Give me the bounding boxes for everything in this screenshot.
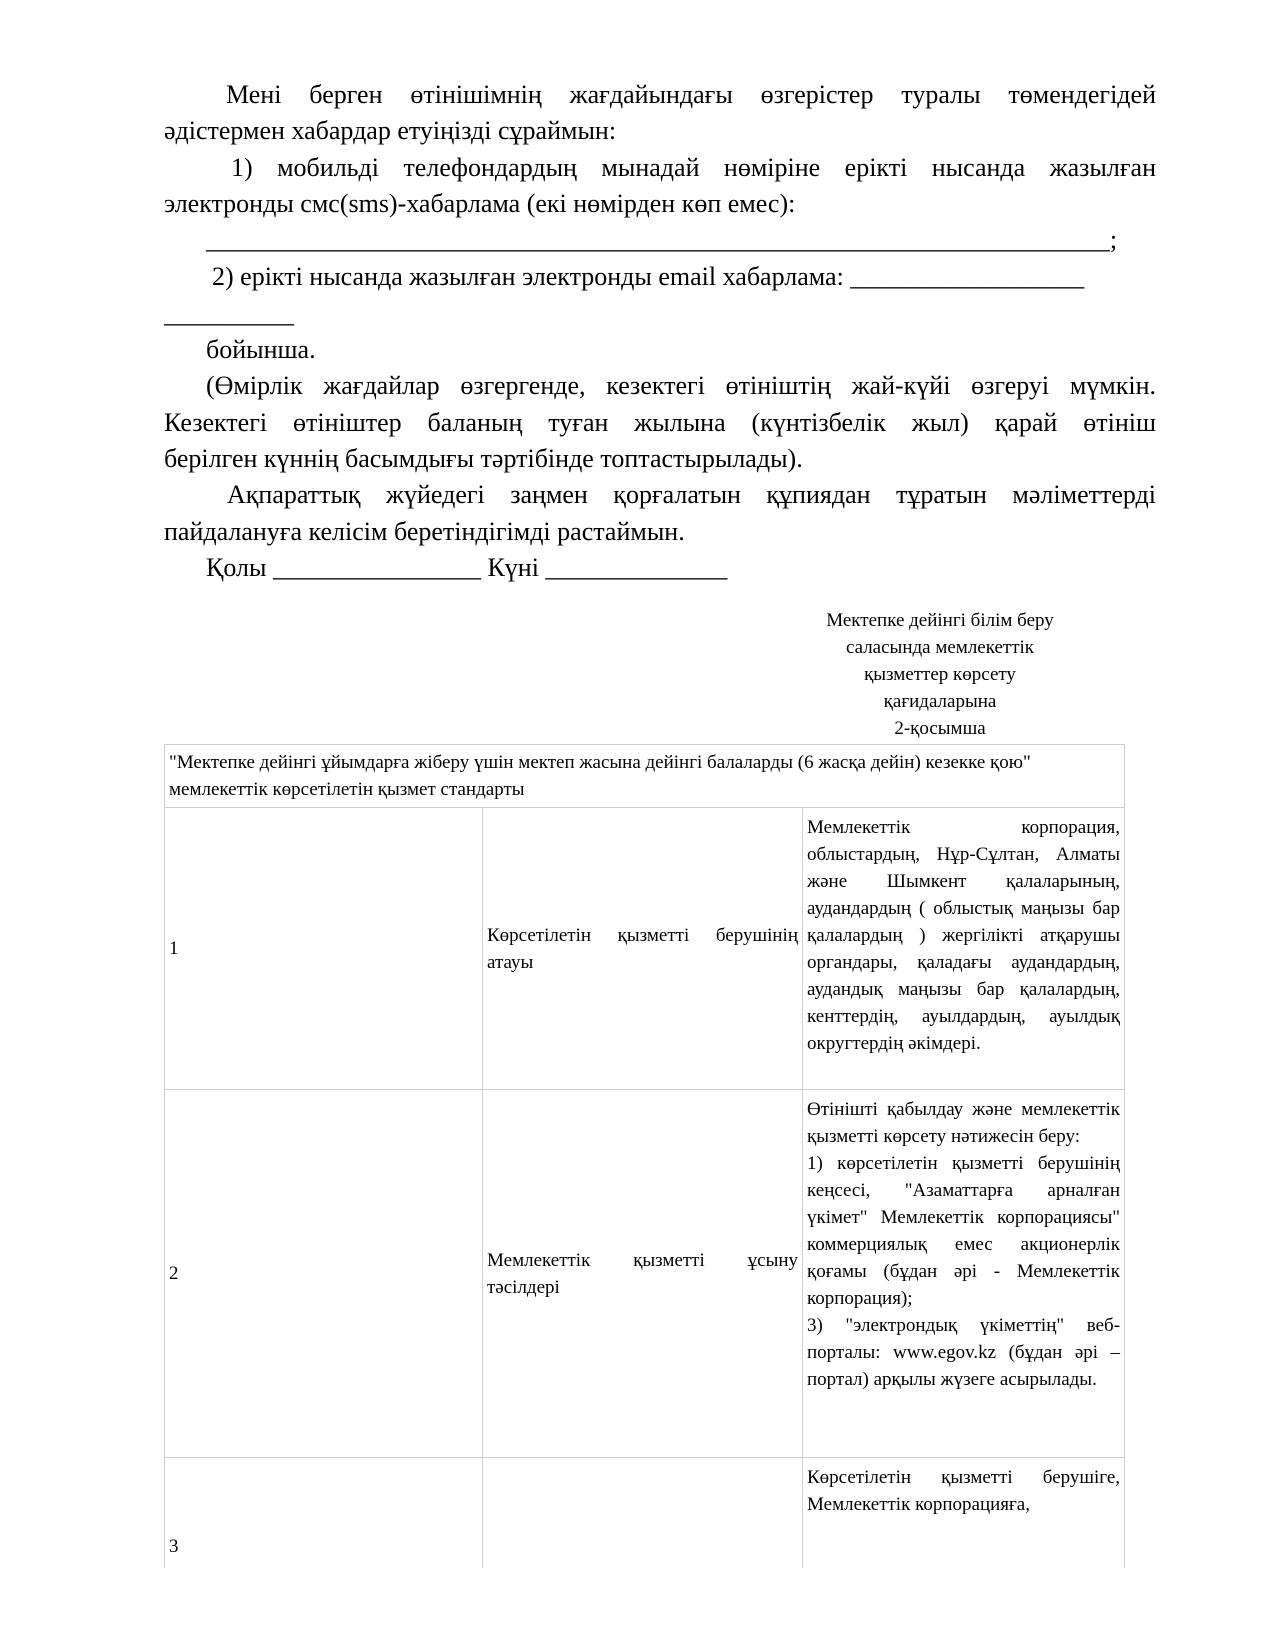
paragraph-line: пайдалануға келісім беретіндігімді растаймын. [164,517,685,546]
paragraph-email: 2) ерікті нысанда жазылған электронды email хабарлама: __________________ [212,262,1085,291]
row-value [803,1090,1125,1458]
caption-line: 2-қосымша [894,718,986,739]
row-number: 2 [165,1090,483,1458]
service-standard-table [164,744,1125,1568]
paragraph-line: берілген күннің басымдығы тәртібінде топтастырылады). [164,444,803,473]
value-line: 3) "электрондық үкіметтің" веб-порталы: www.egov.kz (бұдан әрі – портал) арқылы жүзеге асырылады. [807,1315,1121,1390]
appendix-caption [795,607,1085,742]
paragraph-sms [231,150,1156,186]
row-description: Көрсетілетін қызметті берушінің атауы [483,808,803,1090]
caption-line: қағидаларына [883,691,997,712]
table-title-row [165,745,1125,808]
row-value [803,808,1125,1090]
paragraph-line: (Өмірлік жағдайлар өзгергенде, кезектегі өтініштің жай-күйі өзгеруі мүмкін. [206,371,1156,400]
row-description [483,1458,803,1568]
caption-line: саласында мемлекеттік [845,637,1035,658]
paragraph-line: Ақпараттық жүйедегі заңмен қорғалатын құпиядан тұратын мәліметтерді [227,480,1156,509]
paragraph-line: Кезектегі өтініштер баланың туған жылына (күнтізбелік жыл) қарай өтініш [164,408,1156,437]
table-row [165,1090,1125,1458]
paragraph-note [206,368,1156,404]
paragraph-line: бойынша. [206,335,316,364]
paragraph-line: Мені берген өтінішімнің жағдайындағы өзгерістер туралы төмендегідей [226,80,1156,109]
row-number: 1 [165,808,483,1090]
table-row [165,808,1125,1090]
row-number: 3 [165,1458,483,1568]
sms-number-blank: _____________________________________________________________________; [206,225,1118,254]
email-blank-continuation: __________ [164,299,294,328]
caption-line: қызметтер көрсету [864,664,1016,685]
paragraph-line: әдістермен хабардар етуіңізді сұраймын: [164,116,617,145]
paragraph-notify-methods [164,77,1156,113]
value-line: 1) көрсетілетін қызметті берушінің кеңсесі, "Азаматтарға арналған үкімет" Мемлекеттік корпорациясы" коммерциялық емес акционерлік қоғамы (бұдан әрі - Мемлекеттік корпорация); [807,1153,1121,1309]
row-value [803,1458,1125,1568]
paragraph-consent [227,477,1156,513]
table-title: "Мектепке дейінгі ұйымдарға жіберу үшін мектеп жасына дейінгі балаларды (6 жасқа дейін) кезекке қою" мемлекеттік көрсетілетін қызмет стандарты [165,745,1125,808]
value-line: Көрсетілетін қызметті берушіге, Мемлекеттік корпорацияға, [807,1467,1121,1515]
signature-date-line: Қолы ________________ Күні ______________ [206,553,728,582]
value-line: Мемлекеттік корпорация, облыстардың, Нұр-Сұлтан, Алматы және Шымкент қалаларының, аудандардың ( облыстық маңызы бар қалалардың ) жергілікті атқарушы органдары, қаладағы аудандардың, аудандық маңызы бар қалалардың, кенттердің, ауылдардың, ауылдық округтердің әкімдері. [807,817,1121,1054]
table-row [165,1458,1125,1568]
row-description: Мемлекеттік қызметті ұсыну тәсілдері [483,1090,803,1458]
paragraph-line: 1) мобильді телефондардың мынадай нөміріне ерікті нысанда жазылған [231,153,1156,182]
caption-line: Мектепке дейінгі білім беру [826,610,1054,631]
paragraph-line-wrap [164,405,1156,441]
paragraph-line: электронды смс(sms)-хабарлама (екі нөмірден көп емес): [164,189,796,218]
value-line: Өтінішті қабылдау және мемлекеттік қызметті көрсету нәтижесін беру: [807,1099,1121,1147]
